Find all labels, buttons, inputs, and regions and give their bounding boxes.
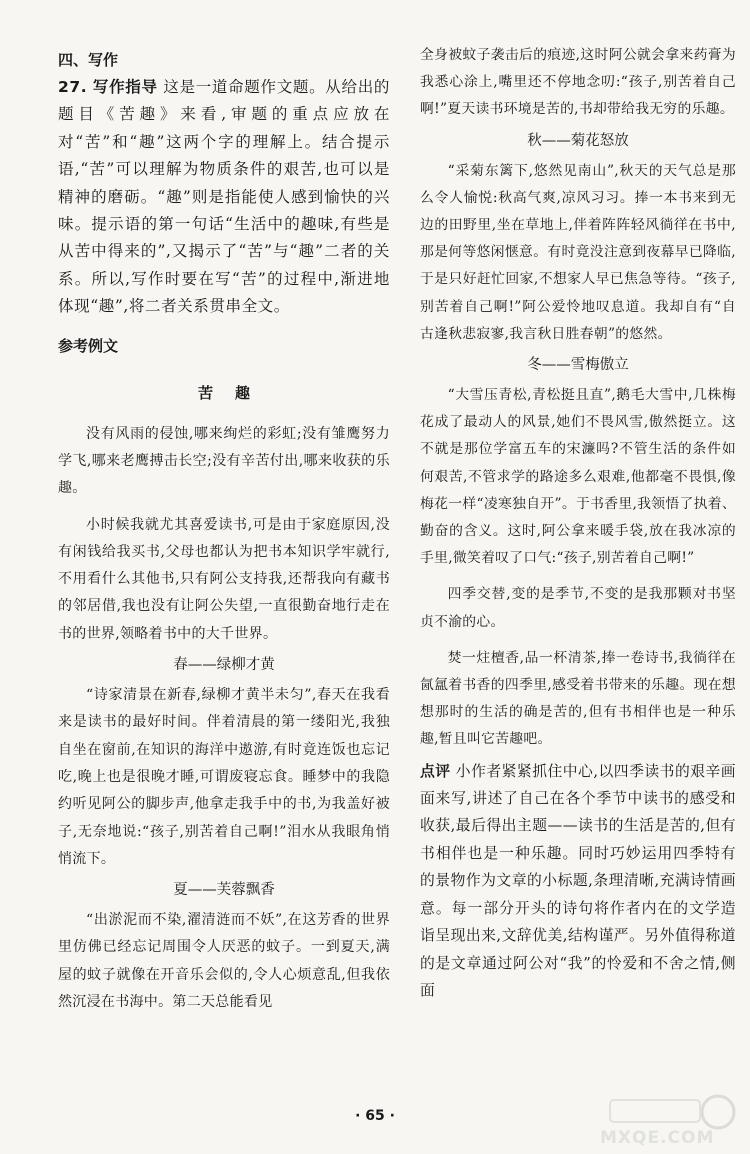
guide-text: 这是一道命题作文题。从给出的题目《苦趣》来看,审题的重点应放在对“苦”和“趣”这两个字的理解上。结合提示语,“苦”可以理解为物质条件的艰苦,也可以是精神的磨砺。“趣”则是指能使人感到愉快的兴味。提示语的第一句话“生活中的趣味,有些是从苦中得来的”,又揭示了“苦”与“趣”二者的关系。所以,写作时要在写“苦”的过程中,渐进地体现“趣”,将二者关系贯串全文。 — [58, 78, 390, 316]
winter-heading: 冬——雪梅傲立 — [527, 357, 629, 374]
reference-heading: 参考例文 — [58, 336, 119, 355]
section-heading: 四、写作 — [58, 51, 119, 69]
summer-heading: 夏——芙蓉飘香 — [173, 882, 275, 899]
left-column — [58, 44, 390, 1016]
comment-label: 点评 — [420, 762, 451, 780]
winter-paragraph: “大雪压青松,青松挺且直”,鹅毛大雪中,几株梅花成了最动人的风景,她们不畏风雪,傲然挺立。这不就是那位学富五车的宋濂吗?不管生活的条件如何艰苦,不管求学的路途多么艰难,他都毫不畏惧,像梅花一样“凌寒独自开”。于书香里,我领悟了执着、勤奋的含义。这时,阿公拿来暖手袋,放在我冰凉的手里,微笑着叹了口气:“孩子,别苦着自己啊!” — [420, 387, 736, 567]
spring-paragraph: “诗家清景在新春,绿柳才黄半未匀”,春天在我看来是读书的最好时间。伴着清晨的第一缕阳光,我独自坐在窗前,在知识的海洋中遨游,有时竟连饭也忘记吃,晚上也是很晚才睡,可谓废寝忘食。睡梦中的我隐约听见阿公的脚步声,他拿走我手中的书,为我盖好被子,无奈地说:“孩子,别苦着自己啊!”泪水从我眼角悄悄流下。 — [58, 687, 390, 867]
essay-paragraph-2: 小时候我就尤其喜爱读书,可是由于家庭原因,没有闲钱给我买书,父母也都认为把书本知识学牢就行,不用看什么其他书,只有阿公支持我,还帮我向有藏书的邻居借,我也没有让阿公失望,一直很勤奋地行走在书的世界,领略着书中的大千世界。 — [58, 516, 390, 642]
writing-guide — [58, 74, 390, 321]
autumn-paragraph: “采菊东篱下,悠然见南山”,秋天的天气总是那么令人愉悦:秋高气爽,凉风习习。捧一本书来到无边的田野里,坐在草地上,伴着阵阵轻风徜徉在书中,那是何等悠闲惬意。有时竟没注意到夜幕早已降临,于是只好赶忙回家,不想家人早已焦急等待。“孩子,别苦着自己啊!”阿公爱怜地叹息道。我却自有“自古逢秋悲寂寥,我言秋日胜春朝”的悠然。 — [420, 162, 736, 342]
comment-block — [420, 758, 736, 1005]
summer-continuation: 全身被蚊子袭击后的痕迹,这时阿公就会拿来药膏为我悉心涂上,嘴里还不停地念叨:“孩子,别苦着自己啊!”夏天读书环境是苦的,书却带给我无穷的乐趣。 — [420, 47, 736, 118]
summer-paragraph: “出淤泥而不染,濯清涟而不妖”,在这芳香的世界里仿佛已经忘记周围令人厌恶的蚊子。一到夏天,满屋的蚊子就像在开音乐会似的,令人心烦意乱,但我依然沉浸在书海中。第二天总能看见 — [58, 912, 390, 1010]
right-column — [420, 42, 736, 1004]
guide-label: 写作指导 — [92, 78, 158, 96]
comment-text: 小作者紧紧抓住中心,以四季读书的艰辛画面来写,讲述了自己在各个季节中读书的感受和收获,最后得出主题——读书的生活是苦的,但有书相伴也是一种乐趣。同时巧妙运用四季特有的景物作为文章的小标题,条理清晰,充满诗情画意。每一部分开头的诗句将作者内在的文学造诣呈现出来,文辞优美,结构谨严。另外值得称道的是文章通过阿公对“我”的怜爱和不舍之情,侧面 — [420, 762, 736, 999]
autumn-heading: 秋——菊花怒放 — [527, 132, 629, 149]
watermark-text: MXQE.COM — [600, 1128, 715, 1148]
essay-paragraph-1: 没有风雨的侵蚀,哪来绚烂的彩虹;没有雏鹰努力学飞,哪来老鹰搏击长空;没有辛苦付出,哪来收获的乐趣。 — [58, 425, 390, 497]
spring-heading: 春——绿柳才黄 — [173, 657, 275, 674]
watermark-logo — [600, 1092, 740, 1148]
essay-title: 苦趣 — [197, 383, 272, 402]
page-number: · 65 · — [355, 1108, 395, 1124]
final-paragraph: 焚一炷檀香,品一杯清茶,捧一卷诗书,我徜徉在氤氲着书香的四季里,感受着书带来的乐趣。现在想想那时的生活的确是苦的,但有书相伴也是一种乐趣,暂且叫它苦趣吧。 — [420, 649, 736, 748]
watermark-icon — [600, 1092, 740, 1132]
seasons-paragraph: 四季交替,变的是季节,不变的是我那颗对书坚贞不渝的心。 — [420, 586, 736, 630]
question-number: 27. — [58, 78, 88, 96]
